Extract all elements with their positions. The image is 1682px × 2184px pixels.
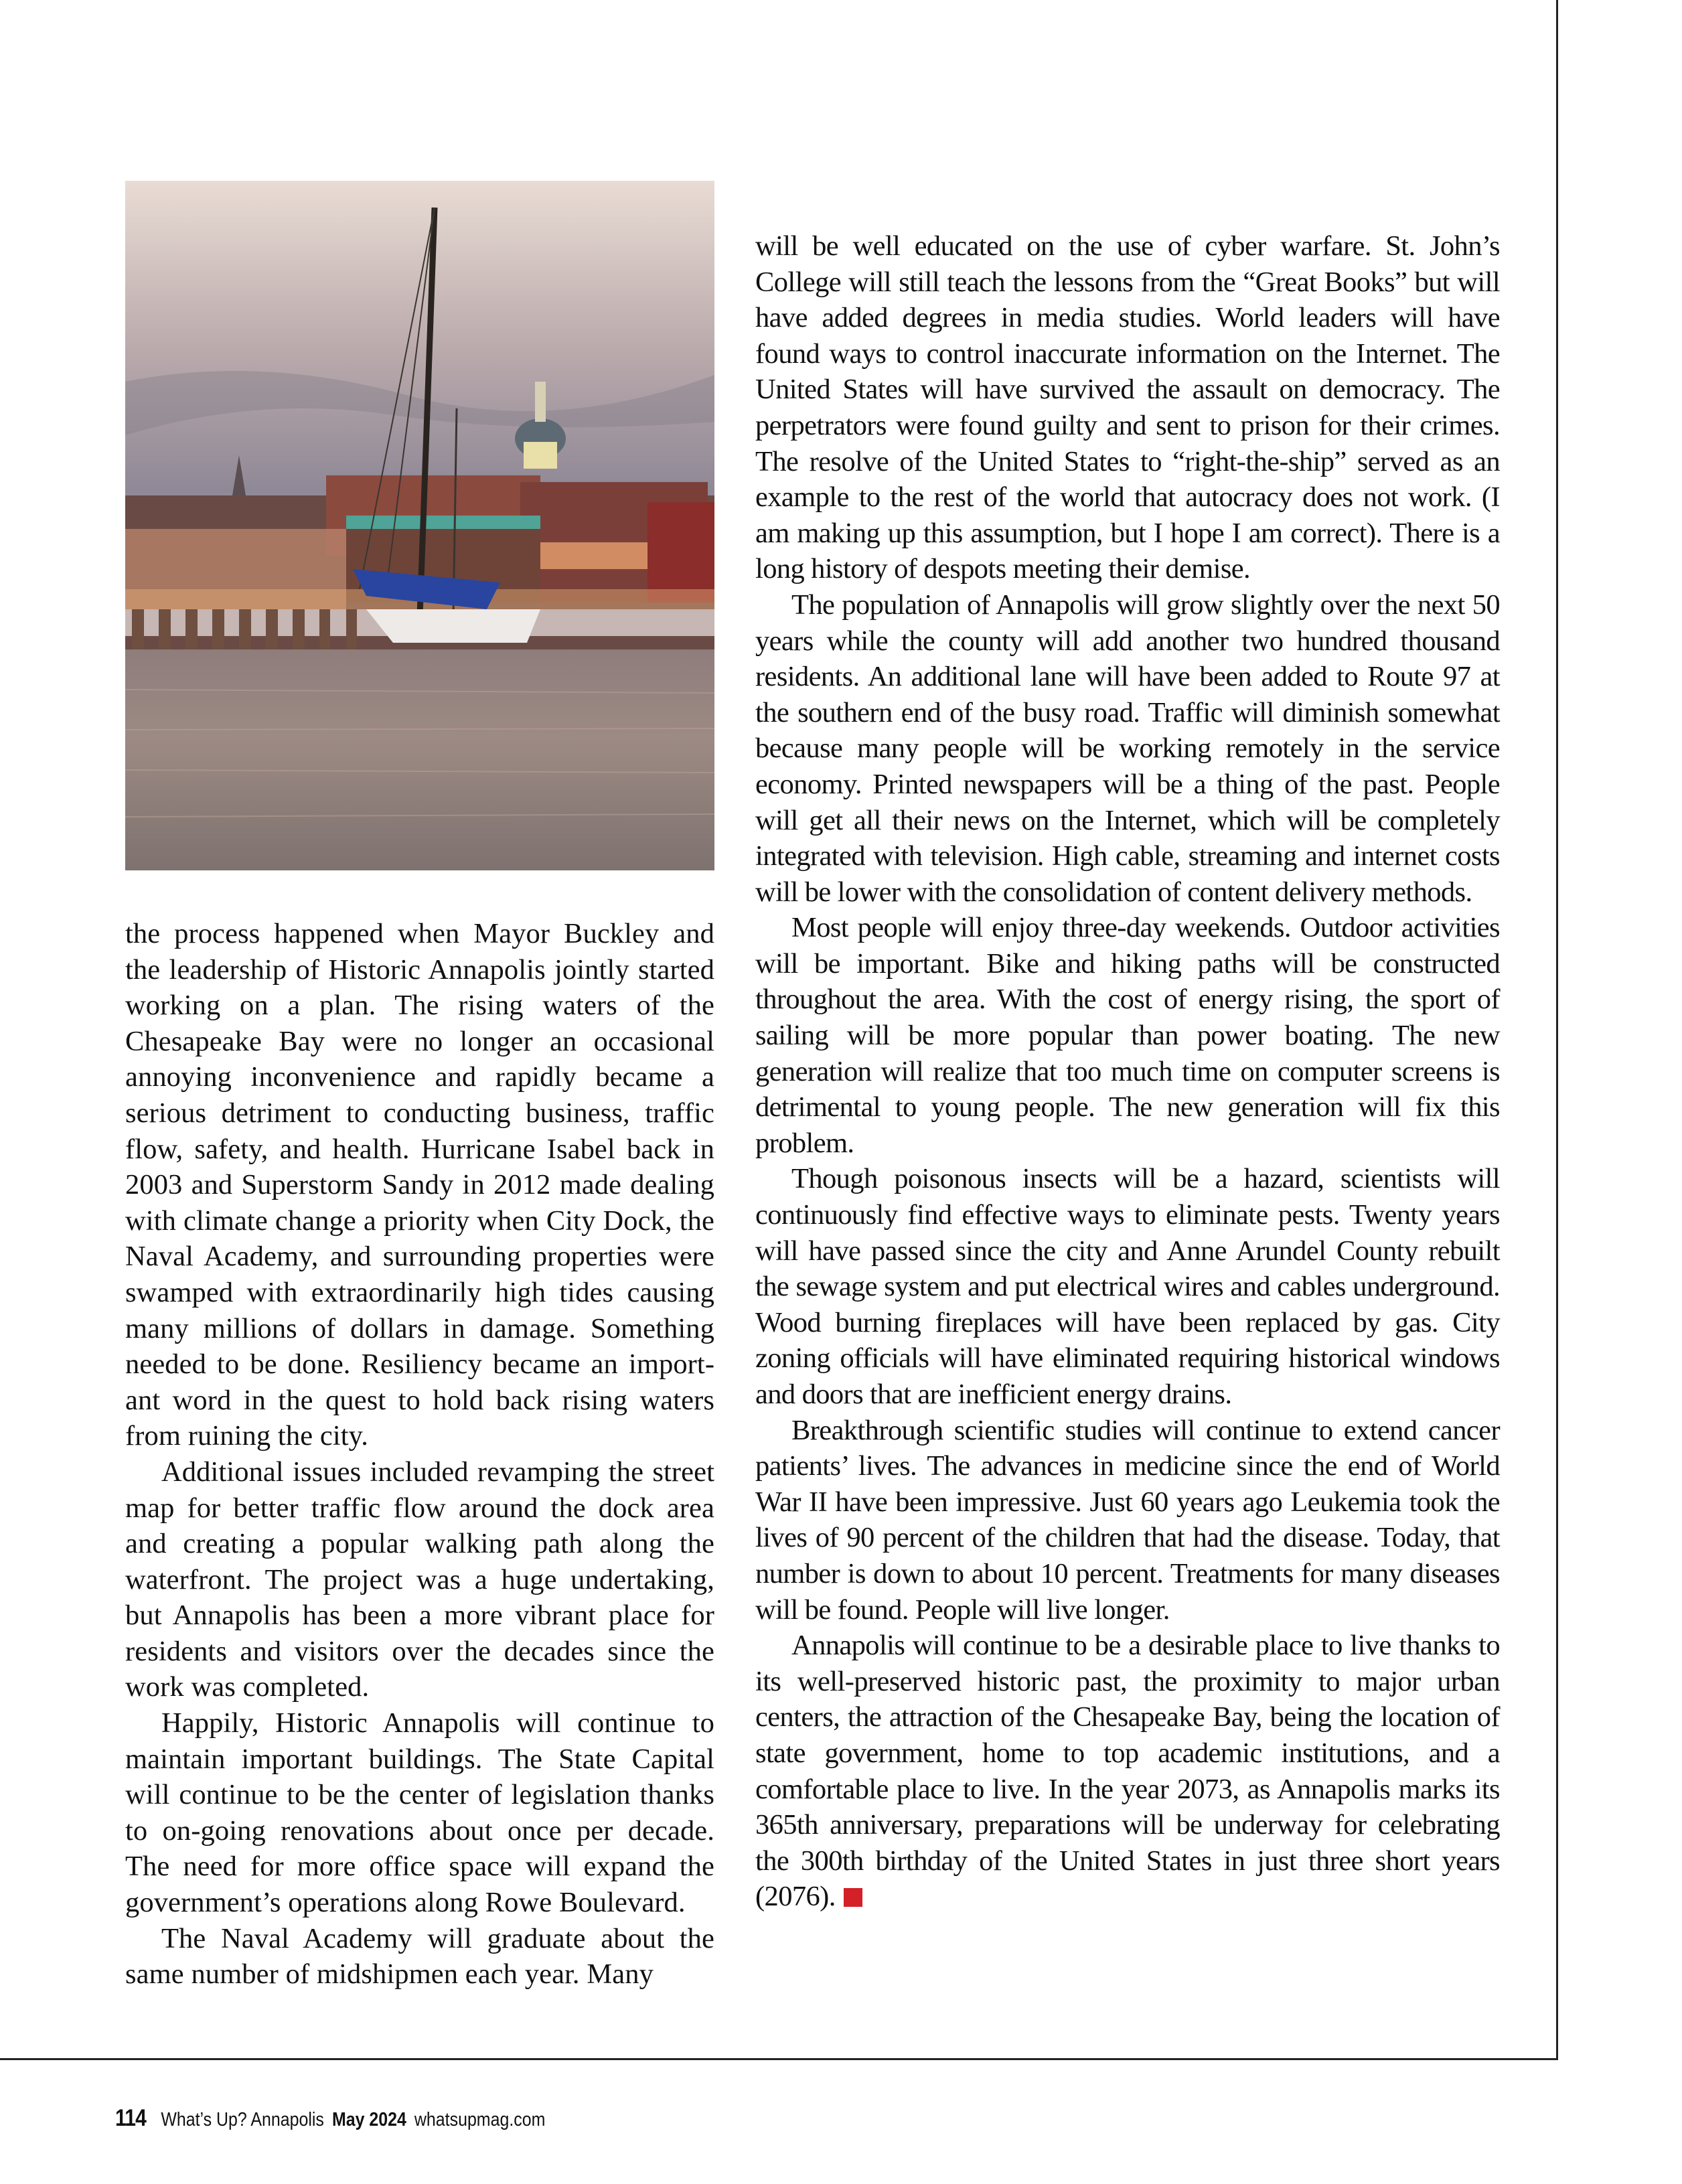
paragraph: Though poisonous insects will be a hazard, scientists will continuously find effective ways to eliminate pests. Twenty years will have passed since the city and Anne Arundel County rebuilt the sewage system and put electrical wires and cables underground. Wood burning fireplaces will have been replaced by gas. City zoning officials will have eliminated requiring historical windows and doors that are inefficient energy drains. [755,1163,1500,1410]
paragraph: Additional issues included revamping the street map for better traffic flow around the dock area and creating a popular walking path along the waterfront. The project was a huge undertaking, but Annapolis has been a more vibrant place for residents and visitors over the decades since the work was completed. [125,1456,714,1703]
final-paragraph-text: Annapolis will continue to be a desirable place to live thanks to its well-preserved historic past, the proximity to major urban centers, the attraction of the Chesapeake Bay, being the location of state government, home to top academic institutions, and a comfortable place to live. In the year 2073, as Annapolis marks its 365th anniversary, preparations will be underway for celebrating the 300th birthday of the United States in just three short years (2076). [755,1630,1500,1913]
paragraph: the process happened when Mayor Buckley and the leadership of Historic Annapolis jointly started working on a plan. The rising waters of the Chesapeake Bay were no longer an occasional annoying inconvenience and rapidly became a serious detriment to conducting business, traffic flow, safety, and health. Hurricane Isabel back in 2003 and Superstorm Sandy in 2012 made dealing with climate change a priority when City Dock, the Naval Academy, and surrounding properties were swamped with extraordinarily high tides causing many millions of dollars in damage. Something needed to be done. Resiliency became an important word in the quest to hold back rising waters from ruining the city. [125,918,714,1452]
magazine-name: What’s Up? Annapolis [161,2109,324,2130]
page-number: 114 [115,2105,146,2131]
paragraph: The Naval Academy will graduate about the same number of midshipmen each year. Many [125,1922,714,1991]
issue-date: May 2024 [331,2109,406,2130]
annapolis-harbor-photo [125,181,714,870]
paragraph: Most people will enjoy three-day weekends. Outdoor activities will be important. Bike and hiking paths will be constructed throughout the area. With the cost of energy rising, the sport of sailing will be more popular than power boating. The new generation will realize that too much time on computer screens is detrimental to young people. The new generation will fix this problem. [755,912,1500,1159]
paragraph: Happily, Historic Annapolis will continue to maintain important buildings. The State Capital will continue to be the center of legislation thanks to on-going renovations about once per decade. The need for more office space will expand the government’s operations along Rowe Boulevard. [125,1707,714,1919]
website-link[interactable]: whatsupmag.com [414,2109,546,2130]
article-column-right [755,228,1500,1915]
photo-illustration [125,181,714,870]
final-paragraph [755,1628,1500,1915]
end-mark-icon [844,1888,862,1907]
paragraph: Breakthrough scientific studies will continue to extend cancer patients’ lives. The advances in medicine since the end of World War II have been impressive. Just 60 years ago Leukemia took the lives of 90 percent of the children that had the disease. Today, that number is down to about 10 percent. Treatments for many diseases will be found. People will live longer. [755,1414,1500,1626]
page-border-bottom [0,2058,1558,2060]
article-column-left [125,916,714,1993]
page-footer [115,2105,545,2132]
paragraph: The population of Annapolis will grow slightly over the next 50 years while the county will add another two hundred thousand residents. An additional lane will have been added to Route 97 at the southern end of the busy road. Traffic will diminish somewhat because many people will be working remotely in the service economy. Printed newspapers will be a thing of the past. People will get all their news on the Internet, which will be completely integrated with television. High cable, streaming and internet costs will be lower with the consolidation of content delivery methods. [755,589,1500,908]
paragraph: will be well educated on the use of cyber warfare. St. John’s College will still teach the lessons from the “Great Books” but will have added degrees in media studies. World leaders will have found ways to control inaccurate information on the Internet. The United States will have survived the assault on democracy. The perpetrators were found guilty and sent to prison for their crimes. The resolve of the United States to “right-the-ship” served as an example to the rest of the world that autocracy does not work. (I am making up this assumption, but I hope I am correct). There is a long history of despots meeting their demise. [755,230,1500,585]
page-border-right [1556,0,1558,2059]
